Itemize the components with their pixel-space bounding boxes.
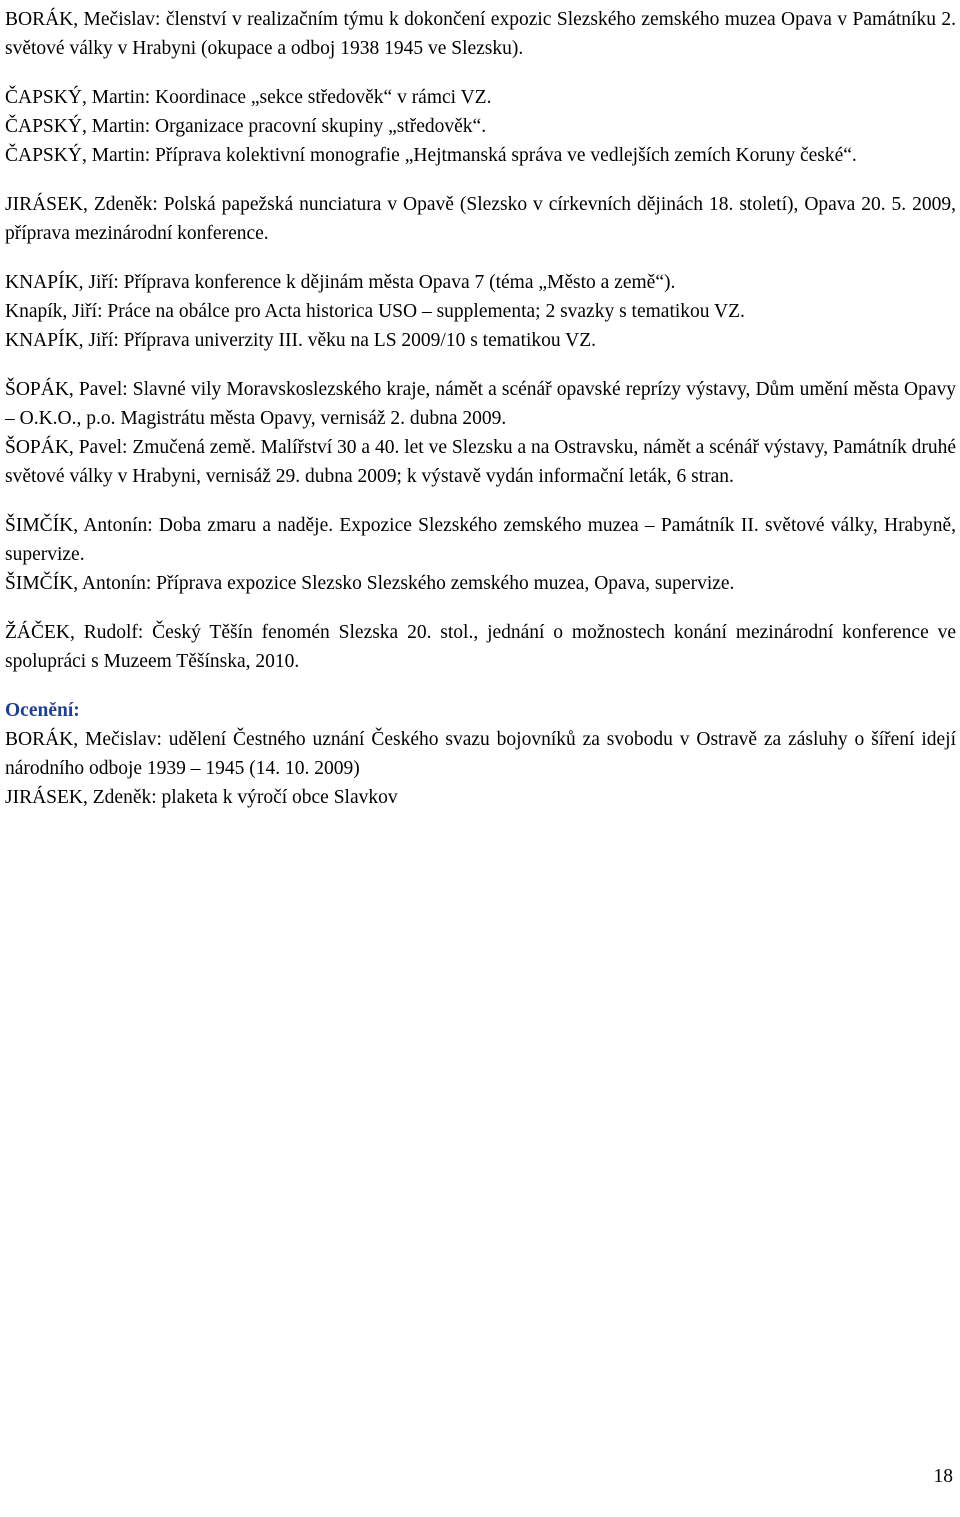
page-number: 18 — [933, 1466, 953, 1487]
entry-simcik-doba-zmaru: ŠIMČÍK, Antonín: Doba zmaru a naděje. Expozice Slezského zemského muzea – Památník II. světové války, Hrabyně, supervize. — [5, 515, 956, 565]
spacer — [5, 676, 956, 696]
spacer — [5, 598, 956, 618]
document-page — [5, 5, 956, 812]
entry-jirasek-nunciatura: JIRÁSEK, Zdeněk: Polská papežská nunciatura v Opavě (Slezsko v církevních dějinách 18. století), Opava 20. 5. 2009, příprava mezinárodní konference. — [5, 194, 956, 244]
entry-borak-expozice: BORÁK, Mečislav: členství v realizačním týmu k dokončení expozic Slezského zemského muzea Opava v Památníku 2. světové války v Hrabyni (okupace a odboj 1938 1945 ve Slezsku). — [5, 9, 956, 59]
awards-heading: Ocenění: — [5, 700, 80, 721]
spacer — [5, 355, 956, 375]
spacer — [5, 63, 956, 83]
entry-knapik-obalka: Knapík, Jiří: Práce na obálce pro Acta historica USO – supplementa; 2 svazky s tematikou VZ. — [5, 301, 745, 322]
spacer — [5, 248, 956, 268]
entry-simcik-slezsko: ŠIMČÍK, Antonín: Příprava expozice Slezsko Slezského zemského muzea, Opava, supervize. — [5, 573, 735, 594]
entry-capsky-monografie: ČAPSKÝ, Martin: Příprava kolektivní monografie „Hejtmanská správa ve vedlejších zemích Koruny české“. — [5, 145, 857, 166]
spacer — [5, 170, 956, 190]
entry-sopak-vily: ŠOPÁK, Pavel: Slavné vily Moravskoslezského kraje, námět a scénář opavské reprízy výstavy, Dům umění města Opavy – O.K.O., p.o. Magistrátu města Opavy, vernisáž 2. dubna 2009. — [5, 379, 956, 429]
entry-sopak-zmucena-zeme: ŠOPÁK, Pavel: Zmučená země. Malířství 30 a 40. let ve Slezsku a na Ostravsku, námět a scénář výstavy, Památník druhé světové války v Hrabyni, vernisáž 29. dubna 2009; k výstavě vydán informační leták, 6 stran. — [5, 437, 956, 487]
entry-capsky-koordinace: ČAPSKÝ, Martin: Koordinace „sekce středověk“ v rámci VZ. — [5, 87, 492, 108]
entry-zacek-tesin: ŽÁČEK, Rudolf: Český Těšín fenomén Slezska 20. stol., jednání o možnostech konání mezinárodní konference ve spolupráci s Muzeem Těšínska, 2010. — [5, 622, 956, 672]
entry-capsky-organizace: ČAPSKÝ, Martin: Organizace pracovní skupiny „středověk“. — [5, 116, 487, 137]
award-jirasek: JIRÁSEK, Zdeněk: plaketa k výročí obce Slavkov — [5, 787, 398, 808]
entry-knapik-univerzita: KNAPÍK, Jiří: Příprava univerzity III. věku na LS 2009/10 s tematikou VZ. — [5, 330, 597, 351]
award-borak: BORÁK, Mečislav: udělení Čestného uznání Českého svazu bojovníků za svobodu v Ostravě za zásluhy o šíření idejí národního odboje 1939 – 1945 (14. 10. 2009) — [5, 729, 956, 779]
entry-knapik-konference: KNAPÍK, Jiří: Příprava konference k dějinám města Opava 7 (téma „Město a země“). — [5, 272, 676, 293]
spacer — [5, 491, 956, 511]
